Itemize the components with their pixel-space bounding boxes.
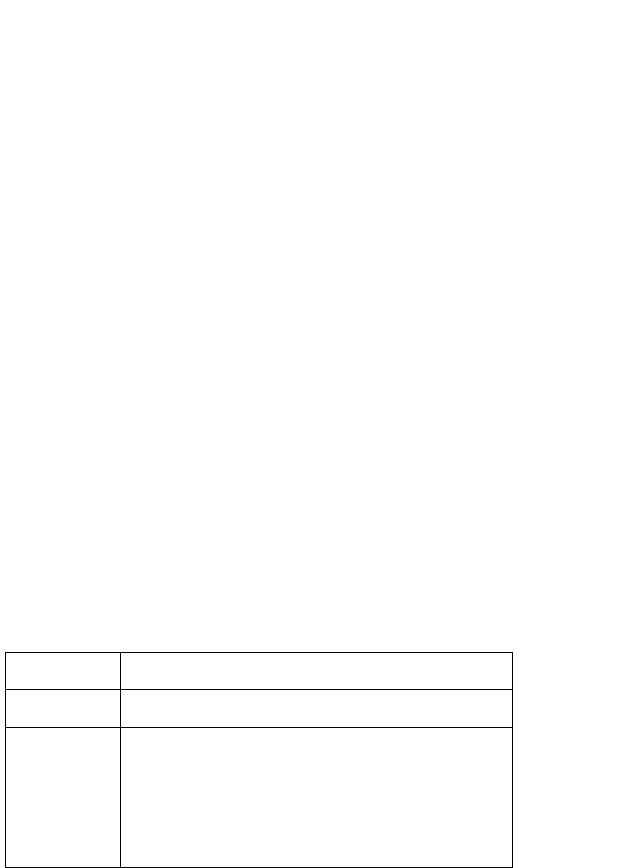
table-cell-type	[6, 728, 121, 868]
table-row	[6, 728, 513, 868]
table-row	[6, 690, 513, 728]
table-header-type	[6, 653, 121, 690]
table-cell-measures	[121, 728, 513, 868]
table-header-measures	[121, 653, 513, 690]
table-cell-measures	[121, 690, 513, 728]
table-cell-type	[6, 690, 121, 728]
handling-methods-table	[5, 652, 513, 868]
table-header-row	[6, 653, 513, 690]
